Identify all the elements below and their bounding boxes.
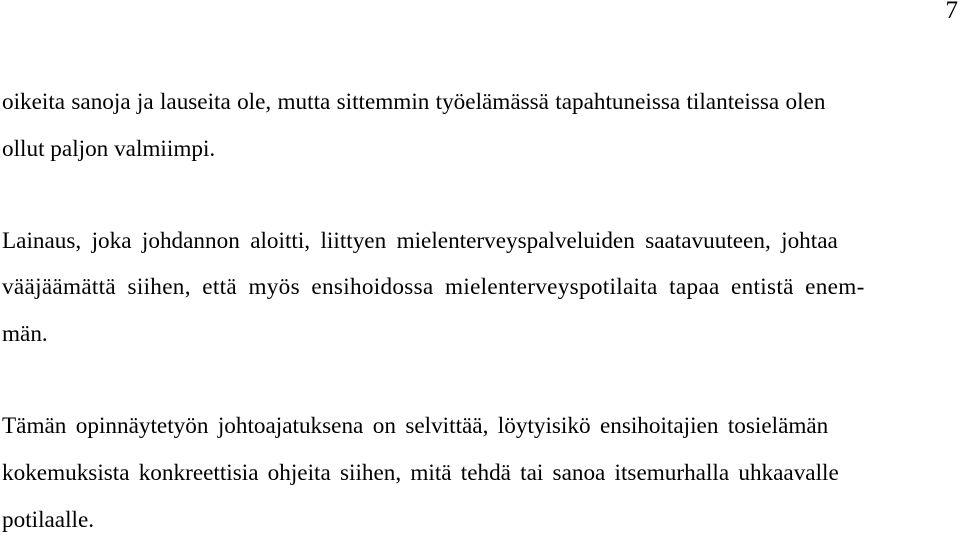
text-line: vääjäämättä siihen, että myös ensihoidossa mielenterveyspotilaita tapaa entistä enem- xyxy=(2,274,865,300)
page-number: 7 xyxy=(945,0,958,24)
text-line: Tämän opinnäytetyön johtoajatuksena on selvittää, löytyisikö ensihoitajien tosielämän xyxy=(2,413,829,439)
text-line: Lainaus, joka johdannon aloitti, liittyen mielenterveyspalveluiden saatavuuteen, johtaa xyxy=(2,228,838,254)
text-line: kokemuksista konkreettisia ohjeita siihen, mitä tehdä tai sanoa itsemurhalla uhkaavalle xyxy=(2,460,839,486)
text-line: män. xyxy=(2,321,48,347)
text-line: ollut paljon valmiimpi. xyxy=(2,136,216,162)
text-line: oikeita sanoja ja lauseita ole, mutta sittemmin työelämässä tapahtuneissa tilanteissa olen xyxy=(2,89,826,115)
text-line: potilaalle. xyxy=(2,507,95,533)
